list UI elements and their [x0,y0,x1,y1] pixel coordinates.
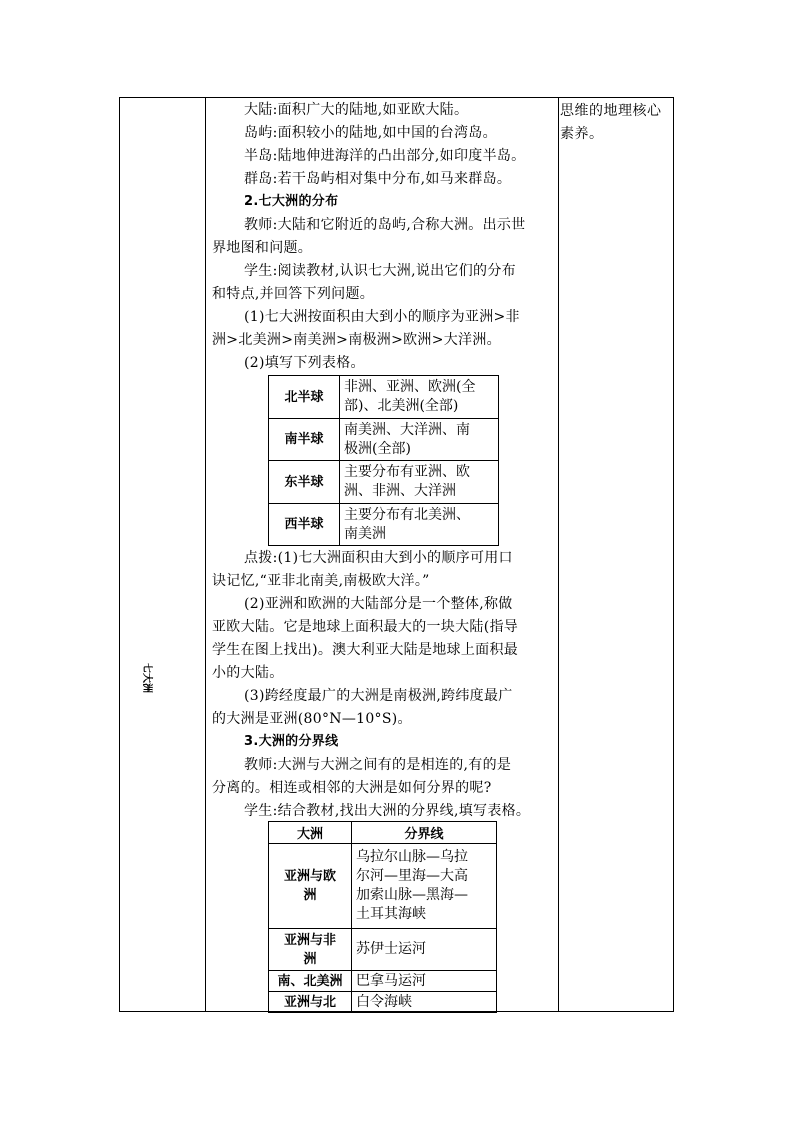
text-line: 和特点,并回答下列问题。 [212,286,375,302]
hemisphere-desc: 主要分布有亚洲、欧 洲、非洲、大洋洲 [340,461,499,504]
text-line: 分离的。相连或相邻的大洲是如何分界的呢? [212,780,492,796]
table-row [269,376,499,419]
boundary-line: 巴拿马运河 [352,971,497,992]
hemisphere-name: 北半球 [269,376,340,419]
hemisphere-name: 东半球 [269,461,340,504]
text-line: 诀记忆,“亚非北南美,南极欧大洋。” [212,573,430,589]
table-row [269,504,499,546]
hemisphere-name: 南半球 [269,419,340,461]
continent-pair: 亚洲与非 洲 [269,929,352,971]
hemisphere-desc: 南美洲、大洋洲、南 极洲(全部) [340,419,499,461]
section-heading: 2.七大洲的分布 [244,194,339,209]
side-label: 七大洲 [141,663,152,693]
text-line: 学生在图上找出)。澳大利亚大陆是地球上面积最 [212,642,519,658]
text-line: 的大洲是亚洲(80°N—10°S)。 [212,711,412,727]
lesson-table-frame [119,97,674,1012]
text-line: (2)填写下列表格。 [244,355,365,371]
continent-pair: 南、北美洲 [269,971,352,992]
boundary-line: 白令海峡 [352,992,497,1013]
column-header: 分界线 [352,822,497,844]
notes-cell: 思维的地理核心素养。 [560,103,662,142]
hemisphere-desc: 非洲、亚洲、欧洲(全 部)、北美洲(全部) [340,376,499,419]
table-header-row [269,822,497,844]
text-line: 洲>北美洲>南美洲>南极洲>欧洲>大洋洲。 [212,332,501,348]
text-line: 大陆:面积广大的陆地,如亚欧大陆。 [244,102,469,118]
text-line: 小的大陆。 [212,665,284,681]
table-row [269,992,497,1013]
text-line: 点拨:(1)七大洲面积由大到小的顺序可用口 [244,550,513,566]
text-line: 半岛:陆地伸进海洋的凸出部分,如印度半岛。 [244,148,526,164]
boundary-line: 乌拉尔山脉—乌拉 尔河—里海—大高 加索山脉—黑海— 土耳其海峡 [352,844,497,929]
text-line: 学生:结合教材,找出大洲的分界线,填写表格。 [244,803,531,819]
text-line: 学生:阅读教材,认识七大洲,说出它们的分布 [244,263,516,279]
column-header: 大洲 [269,822,352,844]
column-divider [558,98,559,1011]
table-row [269,844,497,929]
column-divider [205,98,206,1011]
text-line: (3)跨经度最广的大洲是南极洲,跨纬度最广 [244,688,513,704]
hemisphere-name: 西半球 [269,504,340,546]
table-row [269,419,499,461]
boundary-line: 苏伊士运河 [352,929,497,971]
text-line: 亚欧大陆。它是地球上面积最大的一块大陆(指导 [212,619,519,635]
boundary-table [268,821,497,1013]
continent-pair: 亚洲与欧 洲 [269,844,352,929]
text-line: (1)七大洲按面积由大到小的顺序为亚洲>非 [244,309,520,325]
text-line: 群岛:若干岛屿相对集中分布,如马来群岛。 [244,171,512,187]
table-row [269,461,499,504]
text-line: (2)亚洲和欧洲的大陆部分是一个整体,称做 [244,596,513,612]
section-heading: 3.大洲的分界线 [244,734,339,749]
text-line: 岛屿:面积较小的陆地,如中国的台湾岛。 [244,125,497,141]
hemisphere-table [268,375,499,546]
text-line: 教师:大陆和它附近的岛屿,合称大洲。出示世 [244,217,526,233]
hemisphere-desc: 主要分布有北美洲、 南美洲 [340,504,499,546]
table-row [269,929,497,971]
text-line: 界地图和问题。 [212,240,313,256]
text-line: 教师:大洲与大洲之间有的是相连的,有的是 [244,757,512,773]
table-row [269,971,497,992]
continent-pair: 亚洲与北 [269,992,352,1013]
